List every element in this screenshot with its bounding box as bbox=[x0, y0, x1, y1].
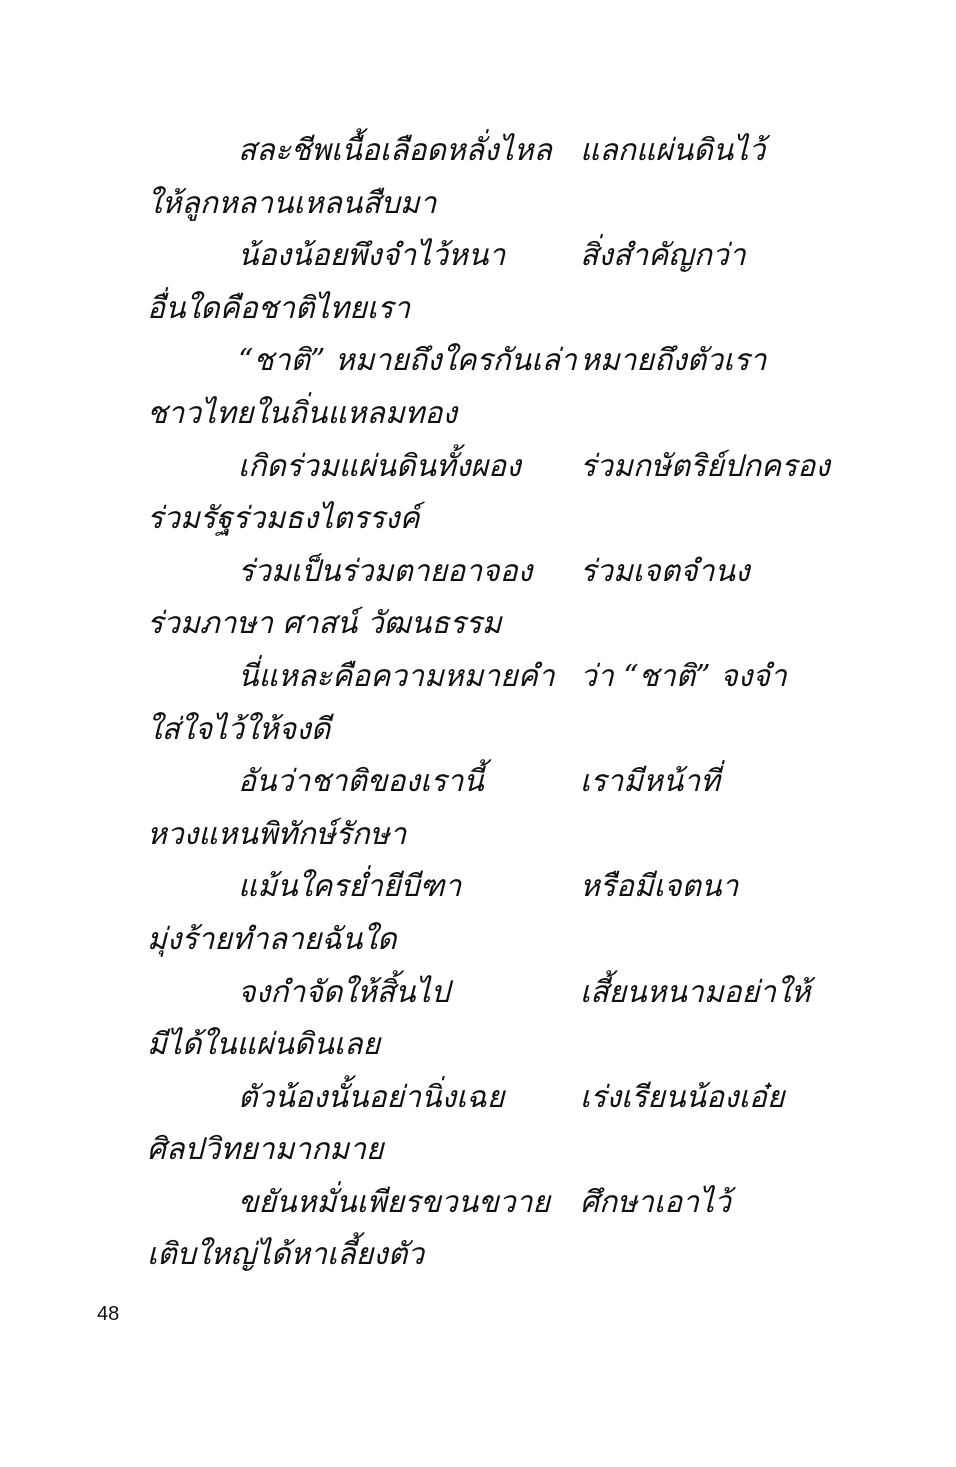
verse-first-half: สละชีพเนื้อเลือดหลั่งไหล bbox=[238, 133, 552, 168]
verse-tail: เติบใหญ่ได้หาเลี้ยงตัว bbox=[147, 1237, 425, 1273]
verse-tail-line bbox=[0, 704, 956, 757]
verse-tail: มีได้ในแผ่นดินเลย bbox=[147, 1027, 381, 1063]
verse-line bbox=[0, 546, 956, 599]
verse-tail: ชาวไทยในถิ่นแหลมทอง bbox=[147, 395, 458, 431]
verse-second-half: แลกแผ่นดินไว้ bbox=[580, 133, 766, 168]
verse-second-half: ร่วมกษัตริย์ปกครอง bbox=[580, 448, 830, 484]
verse-line bbox=[0, 967, 956, 1020]
verse-line bbox=[0, 861, 956, 914]
verse-tail-line bbox=[0, 283, 956, 336]
verse-line bbox=[0, 230, 956, 283]
verse-tail-line bbox=[0, 178, 956, 231]
verse-first-half: อันว่าชาติของเรานี้ bbox=[238, 764, 484, 800]
verse-tail-line bbox=[0, 388, 956, 441]
verse-line bbox=[0, 441, 956, 494]
verse-tail: ร่วมรัฐร่วมธงไตรรงค์ bbox=[147, 501, 420, 537]
verse-tail: มุ่งร้ายทำลายฉันใด bbox=[147, 921, 397, 957]
verse-second-half: ศึกษาเอาไว้ bbox=[580, 1184, 731, 1220]
verse-second-half: เสี้ยนหนามอย่าให้ bbox=[580, 974, 811, 1010]
verse-tail-line bbox=[0, 1229, 956, 1282]
verse-second-half: หมายถึงตัวเรา bbox=[580, 343, 767, 379]
verse-tail: ศิลปวิทยามากมาย bbox=[147, 1132, 384, 1168]
verse-line bbox=[0, 651, 956, 704]
verse-line bbox=[0, 125, 956, 178]
verse-tail-line bbox=[0, 809, 956, 862]
poem bbox=[0, 125, 956, 1282]
verse-first-half: จงกำจัดให้สิ้นไป bbox=[238, 974, 450, 1010]
verse-tail-line bbox=[0, 1124, 956, 1177]
verse-tail-line bbox=[0, 598, 956, 651]
verse-tail: ให้ลูกหลานเหลนสืบมา bbox=[147, 185, 437, 221]
verse-second-half: สิ่งสำคัญกว่า bbox=[580, 238, 746, 274]
verse-first-half: ขยันหมั่นเพียรขวนขวาย bbox=[238, 1184, 551, 1220]
verse-second-half: ว่า “ชาติ” จงจำ bbox=[580, 658, 787, 694]
verse-tail: อื่นใดคือชาติไทยเรา bbox=[147, 290, 411, 326]
verse-tail-line bbox=[0, 1019, 956, 1072]
verse-first-half: “ชาติ” หมายถึงใครกันเล่า bbox=[238, 343, 577, 379]
verse-first-half: นี่แหละคือความหมายคำ bbox=[238, 658, 555, 694]
verse-second-half: หรือมีเจตนา bbox=[580, 869, 739, 905]
verse-first-half: แม้นใครย่ำยีบีฑา bbox=[238, 869, 462, 905]
verse-tail-line bbox=[0, 493, 956, 546]
verse-second-half: เรามีหน้าที่ bbox=[580, 764, 720, 800]
verse-tail: ใส่ใจไว้ให้จงดี bbox=[147, 711, 331, 747]
verse-tail: หวงแหนพิทักษ์รักษา bbox=[147, 816, 407, 852]
verse-line bbox=[0, 756, 956, 809]
verse-first-half: ร่วมเป็นร่วมตายอาจอง bbox=[238, 553, 533, 589]
verse-line bbox=[0, 335, 956, 388]
verse-first-half: เกิดร่วมแผ่นดินทั้งผอง bbox=[238, 448, 521, 484]
verse-tail: ร่วมภาษา ศาสน์ วัฒนธรรม bbox=[147, 606, 502, 642]
verse-first-half: น้องน้อยพึงจำไว้หนา bbox=[238, 238, 506, 274]
page-number: 48 bbox=[97, 1303, 120, 1325]
verse-tail-line bbox=[0, 914, 956, 967]
verse-line bbox=[0, 1177, 956, 1230]
verse-line bbox=[0, 1072, 956, 1125]
verse-second-half: ร่วมเจตจำนง bbox=[580, 553, 750, 589]
verse-first-half: ตัวน้องนั้นอย่านิ่งเฉย bbox=[238, 1079, 505, 1115]
verse-second-half: เร่งเรียนน้องเอ๋ย bbox=[580, 1079, 785, 1115]
